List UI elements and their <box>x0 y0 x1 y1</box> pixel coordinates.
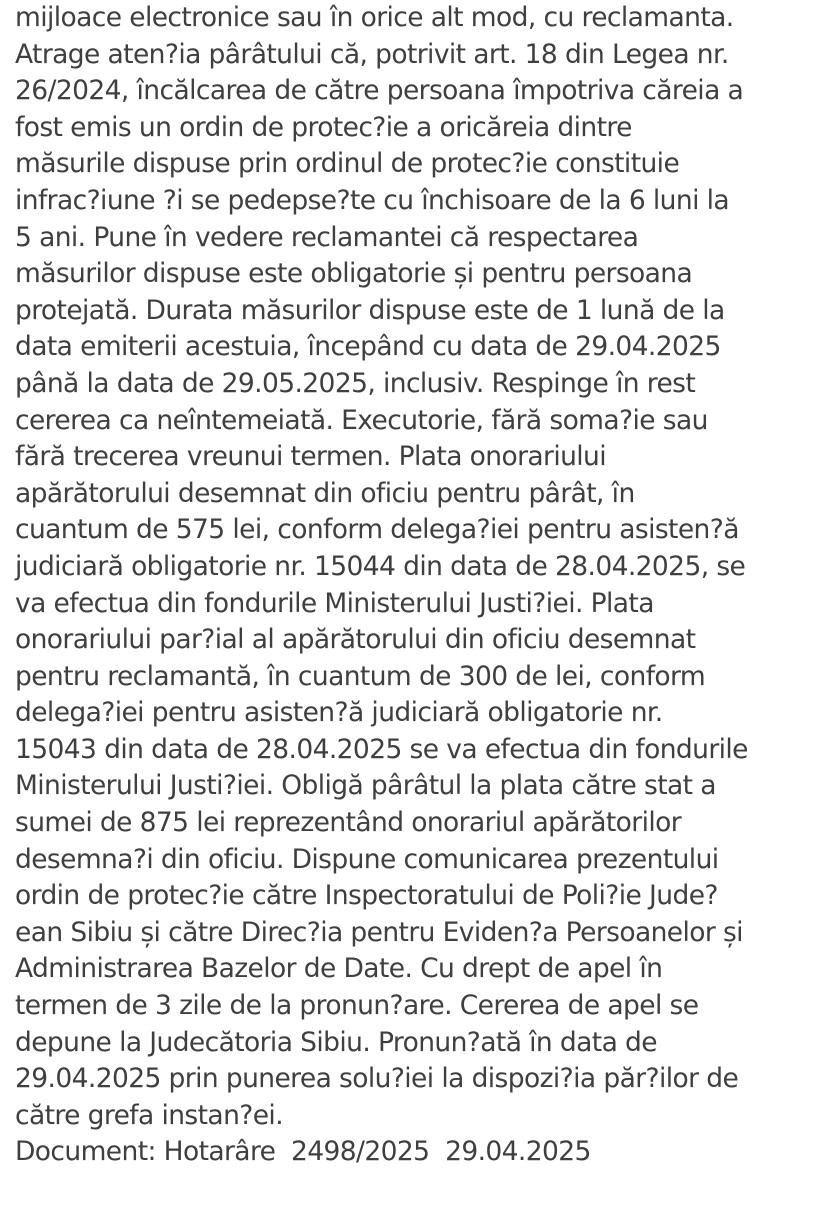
text-line-27: Administrarea Bazelor de Date. Cu drept de apel în <box>15 953 663 985</box>
text-line-24: desemna?i din oficiu. Dispune comunicarea prezentului <box>15 843 719 875</box>
text-line-6: infrac?iune ?i se pedepse?te cu închisoare de la 6 luni la <box>15 184 730 216</box>
text-line-4: fost emis un ordin de protec?ie a oricăreia dintre <box>15 111 632 143</box>
text-line-15: cuantum de 575 lei, conform delega?iei pentru asisten?ă <box>15 514 739 546</box>
text-line-5: măsurile dispuse prin ordinul de protec?ie constituie <box>15 148 680 180</box>
text-line-13: fără trecerea vreunui termen. Plata onorariului <box>15 441 607 473</box>
text-line-10: data emiterii acestuia, începând cu data de 29.04.2025 <box>15 331 721 363</box>
text-line-9: protejată. Durata măsurilor dispuse este de 1 lună de la <box>15 294 725 326</box>
text-line-21: 15043 din data de 28.04.2025 se va efectua din fondurile <box>15 733 748 765</box>
text-line-25: ordin de protec?ie către Inspectoratului de Poli?ie Jude? <box>15 880 718 912</box>
text-line-28: termen de 3 zile de la pronun?are. Cererea de apel se <box>15 990 699 1022</box>
text-line-8: măsurilor dispuse este obligatorie și pentru persoana <box>15 258 693 290</box>
text-line-14: apărătorului desemnat din oficiu pentru pârât, în <box>15 477 635 509</box>
text-line-16: judiciară obligatorie nr. 15044 din data de 28.04.2025, se <box>15 550 746 582</box>
text-line-19: pentru reclamantă, în cuantum de 300 de lei, conform <box>15 660 706 692</box>
text-line-17: va efectua din fondurile Ministerului Justi?iei. Plata <box>15 587 654 619</box>
text-line-22: Ministerului Justi?iei. Obligă pârâtul la plata către stat a <box>15 770 716 802</box>
text-line-3: 26/2024, încălcarea de către persoana împotriva căreia a <box>15 75 744 107</box>
text-line-30: 29.04.2025 prin punerea solu?iei la dispozi?ia păr?ilor de <box>15 1063 739 1095</box>
text-line-11: până la data de 29.05.2025, inclusiv. Respinge în rest <box>15 367 696 399</box>
text-line-2: Atrage aten?ia pârâtului că, potrivit art. 18 din Legea nr. <box>15 38 729 70</box>
text-line-23: sumei de 875 lei reprezentând onorariul apărătorilor <box>15 807 682 839</box>
text-line-31: către grefa instan?ei. <box>15 1099 284 1131</box>
text-line-29: depune la Judecătoria Sibiu. Pronun?ată în data de <box>15 1026 657 1058</box>
text-line-20: delega?iei pentru asisten?ă judiciară obligatorie nr. <box>15 697 663 729</box>
text-line-12: cererea ca neîntemeiată. Executorie, fără soma?ie sau <box>15 404 708 436</box>
text-line-18: onorariului par?ial al apărătorului din oficiu desemnat <box>15 624 696 656</box>
text-line-7: 5 ani. Pune în vedere reclamantei că respectarea <box>15 221 639 253</box>
text-line-26: ean Sibiu și către Direc?ia pentru Eviden?a Persoanelor și <box>15 916 743 948</box>
document-footer: Document: Hotarâre 2498/2025 29.04.2025 <box>15 1136 591 1168</box>
text-line-1: mijloace electronice sau în orice alt mod, cu reclamanta. <box>15 2 734 33</box>
